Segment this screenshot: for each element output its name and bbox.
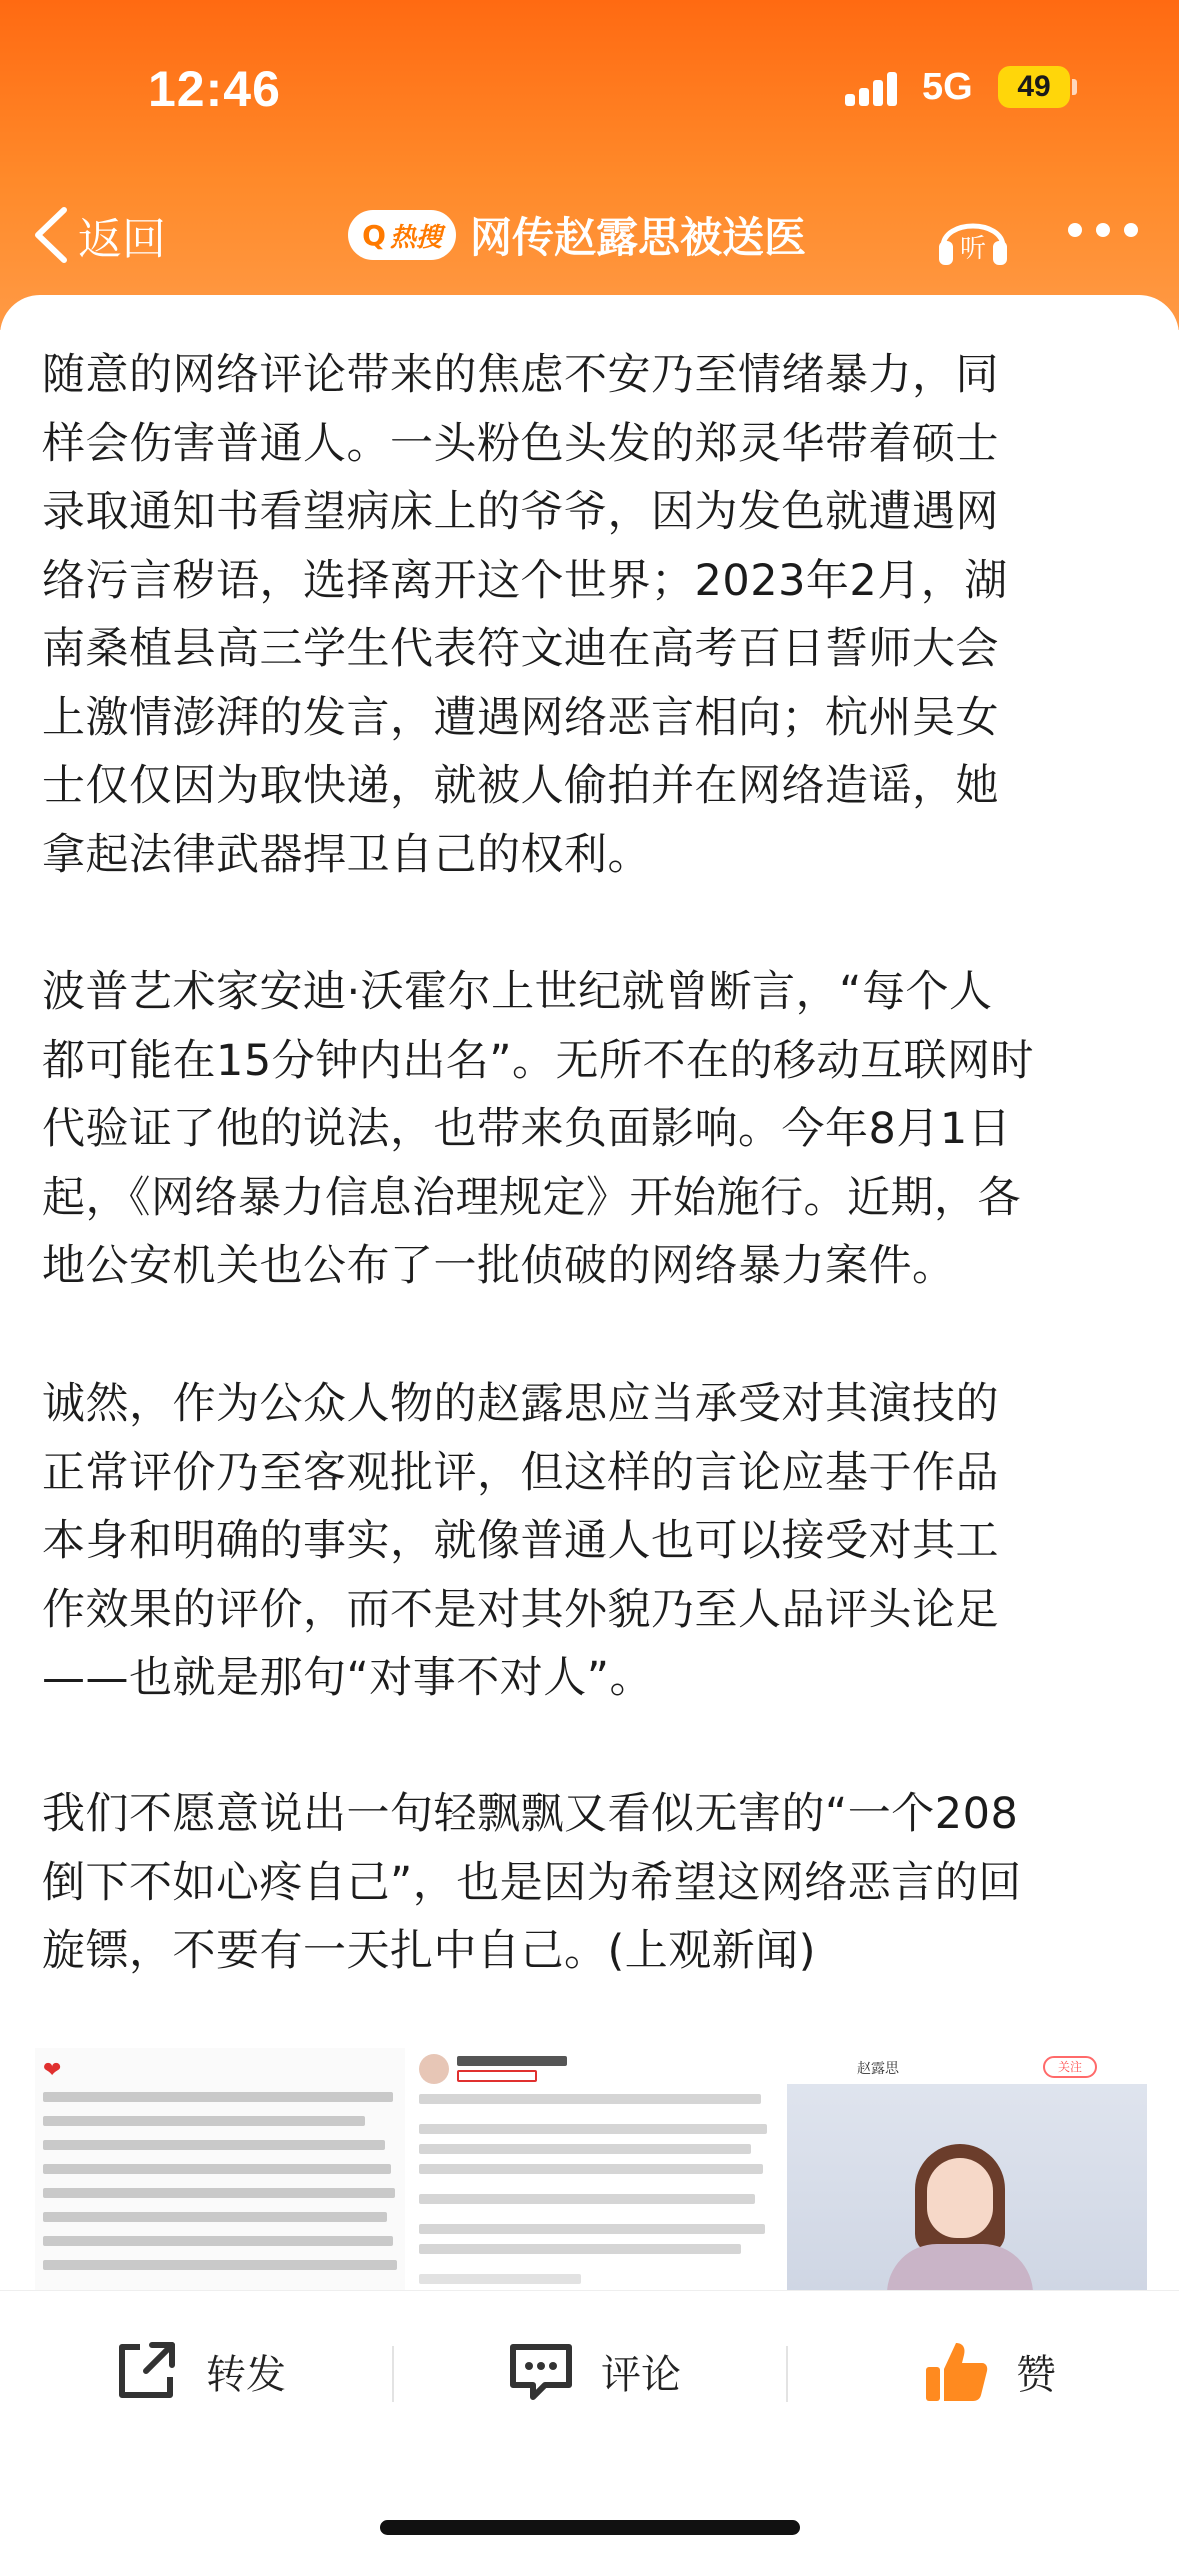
article-line: 录取通知书看望病床上的爷爷，因为发色就遭遇网 (42, 487, 999, 537)
article-line: ——也就是那句“对事不对人”。 (42, 1653, 654, 1703)
thumbnail-profile-header (787, 2048, 1147, 2084)
thumbnail-follow-pill: 关注 (1043, 2056, 1097, 2078)
article-line: 南桑植县高三学生代表符文迪在高考百日誓师大会 (42, 624, 999, 674)
like-label: 赞 (1016, 2351, 1056, 2398)
article-line: 倒下不如心疼自己”，也是因为希望这网络恶言的回 (42, 1857, 1022, 1908)
thumbs-up-icon (920, 2335, 992, 2407)
status-time: 12:46 (148, 61, 281, 117)
article-line: 诚然，作为公众人物的赵露思应当承受对其演技的 (42, 1379, 999, 1429)
status-bar (0, 0, 1179, 175)
hot-search-badge-label: 热搜 (389, 222, 442, 253)
article-line: 拿起法律武器捍卫自己的权利。 (42, 829, 651, 880)
article-line: 随意的网络评论带来的焦虑不安乃至情绪暴力，同 (42, 350, 999, 400)
thumbnail-image-2[interactable] (411, 2048, 781, 2290)
portrait-body (887, 2244, 1033, 2290)
listen-button[interactable] (935, 201, 1011, 271)
thumbnail-profile-name: 赵露思 (857, 2061, 899, 2077)
repost-label: 转发 (206, 2351, 286, 2398)
chevron-left-icon (30, 204, 72, 266)
search-icon: Q (362, 218, 386, 252)
article-line: 我们不愿意说出一句轻飘飘又看似无害的“一个208 (42, 1789, 1019, 1839)
article-paragraph-4 (42, 1780, 1142, 1986)
nav-bar (0, 175, 1179, 295)
nav-title-group (348, 199, 806, 271)
hot-search-badge (348, 210, 456, 260)
divider (392, 2346, 394, 2402)
article-line: 正常评价乃至客观批评，但这样的言论应基于作品 (42, 1447, 999, 1498)
thumbnail-text-lines (35, 2048, 405, 2290)
more-dot-icon (1124, 223, 1138, 237)
comment-label: 评论 (601, 2351, 681, 2398)
comment-icon (505, 2335, 577, 2407)
battery-level: 49 (1017, 70, 1051, 103)
article-line: 上激情澎湃的发言，遭遇网络恶言相向；杭州吴女 (42, 692, 999, 743)
image-thumbnails (35, 2048, 1147, 2290)
thumbnail-text-lines (411, 2048, 781, 2290)
back-label: 返回 (78, 214, 166, 265)
article-line: 起，《网络暴力信息治理规定》开始施行。近期，各 (42, 1172, 1021, 1223)
article-paragraph-3 (42, 1370, 1142, 1713)
battery-tip (1072, 79, 1077, 95)
article-line: 络污言秽语，选择离开这个世界；2023年2月，湖 (42, 555, 1008, 606)
thumbnail-image-3[interactable] (787, 2048, 1147, 2290)
repost-button[interactable] (110, 2331, 286, 2411)
more-dot-icon (1068, 223, 1082, 237)
home-indicator[interactable] (380, 2520, 800, 2535)
back-button[interactable] (30, 195, 166, 275)
article-line: 地公安机关也公布了一批侦破的网络暴力案件。 (42, 1241, 956, 1291)
more-dot-icon (1096, 223, 1110, 237)
comment-button[interactable] (505, 2331, 681, 2411)
bottom-action-bar (0, 2290, 1179, 2460)
signal-bars-icon (845, 70, 907, 106)
portrait-face (927, 2158, 993, 2238)
article-line: 代验证了他的说法，也带来负面影响。今年8月1日 (42, 1104, 1012, 1154)
thumbnail-image-1[interactable] (35, 2048, 405, 2290)
battery-icon (998, 66, 1070, 108)
page-title: 网传赵露思被送医 (470, 213, 807, 262)
headphones-icon (935, 201, 1011, 271)
listen-label: 听 (959, 234, 987, 264)
more-button[interactable] (1068, 223, 1138, 247)
article-paragraph-1 (42, 341, 1142, 889)
article-line: 作效果的评价，而不是对其外貌乃至人品评头论足 (42, 1584, 999, 1635)
like-button[interactable] (920, 2331, 1056, 2411)
article-line: 士仅仅因为取快递，就被人偷拍并在网络造谣，她 (42, 761, 999, 811)
article-paragraph-2 (42, 958, 1142, 1301)
divider (786, 2346, 788, 2402)
share-icon (110, 2335, 182, 2407)
article-line: 样会伤害普通人。一头粉色头发的郑灵华带着硕士 (42, 418, 999, 469)
article-line: 波普艺术家安迪·沃霍尔上世纪就曾断言，“每个人 (42, 967, 993, 1017)
network-type: 5G (922, 66, 973, 108)
article-line: 都可能在15分钟内出名”。无所不在的移动互联网时 (42, 1035, 1034, 1086)
article-line: 本身和明确的事实，就像普通人也可以接受对其工 (42, 1516, 999, 1566)
article-line: 旋镖，不要有一天扎中自己。(上观新闻) (42, 1926, 817, 1976)
heart-icon: ❤ (43, 2058, 62, 2083)
header-background (0, 0, 1179, 330)
thumbnail-profile-photo (787, 2084, 1147, 2290)
